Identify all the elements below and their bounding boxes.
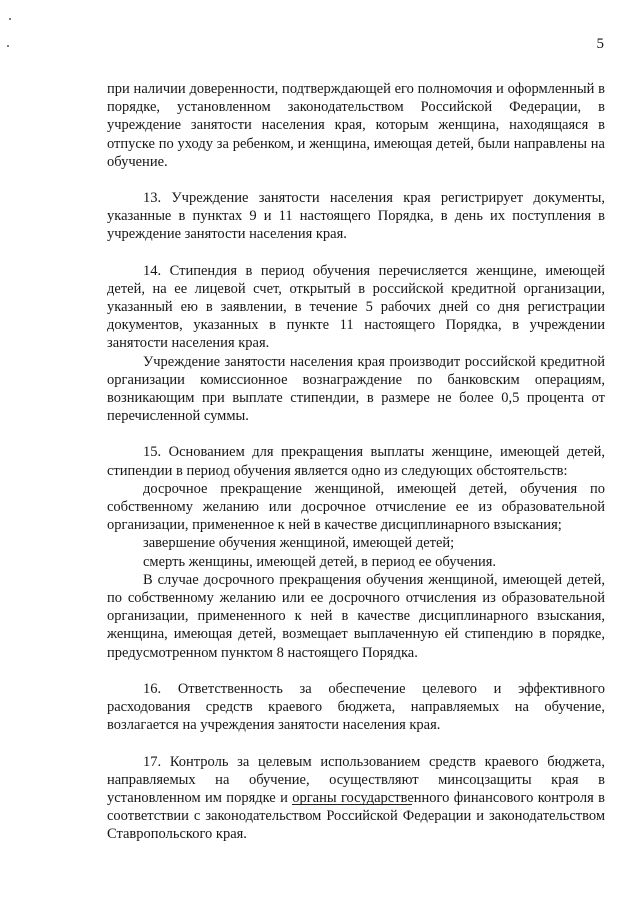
scan-mark	[7, 45, 9, 47]
paragraph-continuation: при наличии доверенности, подтверждающей его полномочия и оформленный в порядке, установленном законодательством Российской Федерации, в учреждение занятости населения края, которым женщина, находящаяся в отпуске по уходу за ребенком, и женщина, имеющая детей, были направлены на обучение.	[107, 81, 605, 170]
paragraph-15: 15. Основанием для прекращения выплаты женщине, имеющей детей, стипендии в период обучения является одно из следующих обстоятельств:	[107, 444, 605, 479]
document-body	[107, 80, 605, 844]
paragraph-15-item-early-termination: досрочное прекращение женщиной, имеющей детей, обучения по собственному желанию или досрочное отчисление ее из образовательной организации, примененное к ней в качестве дисциплинарного взыскания;	[107, 480, 605, 534]
paragraph-14: 14. Стипендия в период обучения перечисляется женщине, имеющей детей, на ее лицевой счет, открытый в российской кредитной организации, указанный ею в заявлении, в течение 5 рабочих дней со дня регистрации документов, указанных в пункте 11 настоящего Порядка, в учреждении занятости населения края.	[107, 262, 605, 352]
scan-mark	[9, 18, 11, 20]
paragraph-15-item-completion: завершение обучения женщиной, имеющей детей;	[143, 535, 455, 552]
paragraph-15-refund: В случае досрочного прекращения обучения женщиной, имеющей детей, по собственному желанию или ее досрочного отчисления из образовательной организации, примененного к ней в качестве дисциплинарного взыскания, женщина, имеющая детей, возмещает выплаченную ей стипендию в порядке, предусмотренном пунктом 8 настоящего Порядка.	[107, 571, 605, 661]
end-of-document-line	[292, 804, 412, 805]
paragraph-16: 16. Ответственность за обеспечение целевого и эффективного расходования средств краевого бюджета, направляемых на обучение, возлагается на учреждения занятости населения края.	[107, 680, 605, 734]
paragraph-17: 17. Контроль за целевым использованием средств краевого бюджета, направляемых на обучение, осуществляют минсоцзащиты края в установленном им порядке и органы государственного финансового контроля в соответствии с законодательством Российской Федерации и законодательством Ставропольского края.	[107, 753, 605, 843]
paragraph-14-commission: Учреждение занятости населения края производит российской кредитной организации комиссионное вознаграждение по банковским операциям, возникающим при выплате стипендии, в размере не более 0,5 процента от перечисленной суммы.	[107, 353, 605, 425]
paragraph-13: 13. Учреждение занятости населения края регистрирует документы, указанные в пунктах 9 и 11 настоящего Порядка, в день их поступления в учреждение занятости населения края.	[107, 190, 605, 243]
paragraph-15-item-death: смерть женщины, имеющей детей, в период ее обучения.	[143, 553, 497, 570]
page-number: 5	[596, 36, 604, 52]
